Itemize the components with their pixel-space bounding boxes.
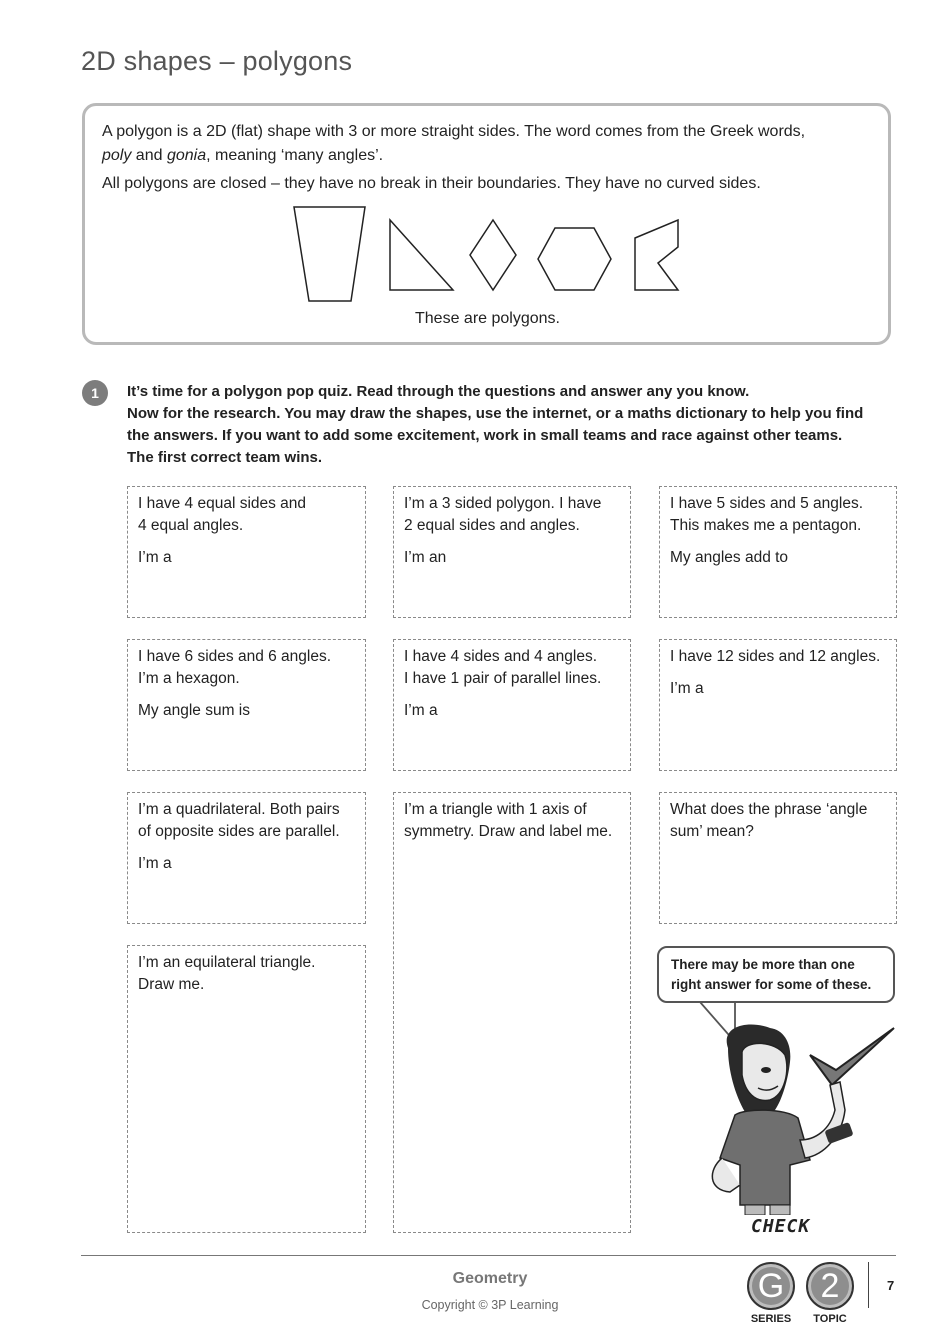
- quiz-card-hexagon[interactable]: [127, 639, 366, 771]
- speech-bubble: [657, 946, 895, 1003]
- polygons-caption: These are polygons.: [415, 310, 560, 327]
- intro-text: [102, 120, 882, 196]
- quiz-card-square[interactable]: [127, 486, 366, 618]
- quiz-card-pentagon[interactable]: [659, 486, 897, 618]
- page-title: 2D shapes – polygons: [81, 46, 353, 76]
- card-text: I’m a quadrilateral. Both pairs: [138, 801, 340, 818]
- page-number: 7: [887, 1278, 895, 1293]
- question-number-badge: 1: [82, 380, 108, 406]
- card-text: I have 4 equal sides and: [138, 495, 307, 512]
- topic-label: TOPIC: [813, 1313, 847, 1325]
- card-text: 2 equal sides and angles.: [404, 517, 580, 534]
- polygon-examples: [280, 200, 700, 310]
- card-text: sum’ mean?: [670, 823, 754, 840]
- card-text: symmetry. Draw and label me.: [404, 823, 613, 840]
- check-label: CHECK: [751, 1216, 811, 1237]
- instruction-line: The first correct team wins.: [127, 449, 323, 466]
- card-text: I have 5 sides and 5 angles.: [670, 495, 864, 512]
- question-instructions: [127, 381, 907, 469]
- hexagon-shape: [538, 228, 611, 290]
- card-answer-prompt: I’m a: [138, 855, 172, 872]
- intro-line-2: [102, 144, 882, 168]
- instruction-line: Now for the research. You may draw the shapes, use the internet, or a maths dictionary to help you find: [127, 405, 864, 422]
- card-answer-prompt: I’m a: [670, 680, 704, 697]
- card-text: I have 1 pair of parallel lines.: [404, 670, 602, 687]
- series-label: SERIES: [750, 1313, 792, 1325]
- quiz-card-dodecagon[interactable]: [659, 639, 897, 771]
- speech-line: right answer for some of these.: [671, 977, 872, 992]
- quiz-card-isosceles[interactable]: [393, 486, 631, 618]
- right-triangle-shape: [390, 220, 453, 290]
- series-badge: G: [747, 1262, 795, 1310]
- card-text: 4 equal angles.: [138, 517, 244, 534]
- card-text: of opposite sides are parallel.: [138, 823, 340, 840]
- greek-word-gonia: gonia: [166, 147, 207, 164]
- footer-divider: [81, 1255, 896, 1256]
- footer-subject: Geometry: [452, 1270, 528, 1287]
- check-mark-icon: [810, 1028, 894, 1085]
- footer-copyright: Copyright © 3P Learning: [421, 1298, 559, 1312]
- card-answer-prompt: My angles add to: [670, 549, 789, 566]
- greek-word-poly: poly: [102, 147, 132, 164]
- instruction-line: It’s time for a polygon pop quiz. Read through the questions and answer any you know.: [127, 383, 750, 400]
- irregular-pentagon-shape: [635, 220, 678, 290]
- card-text: I’m a hexagon.: [138, 670, 240, 687]
- intro-and: and: [131, 147, 167, 164]
- card-text: Draw me.: [138, 976, 205, 993]
- card-text: I’m a triangle with 1 axis of: [404, 801, 587, 818]
- instruction-line: the answers. If you want to add some excitement, work in small teams and race against other teams.: [127, 427, 843, 444]
- card-text: I have 6 sides and 6 angles.: [138, 648, 332, 665]
- card-answer-prompt: I’m a: [404, 702, 438, 719]
- card-answer-prompt: I’m an: [404, 549, 447, 566]
- trapezium-shape: [294, 207, 365, 301]
- quiz-card-draw-symmetric-triangle[interactable]: [393, 792, 631, 1233]
- student-character-illustration: [690, 1000, 900, 1215]
- quiz-card-draw-equilateral[interactable]: [127, 945, 366, 1233]
- card-text: This makes me a pentagon.: [670, 517, 862, 534]
- intro-meaning: , meaning ‘many angles’.: [206, 147, 384, 164]
- intro-line-3: All polygons are closed – they have no break in their boundaries. They have no curved sides.: [102, 175, 761, 192]
- card-answer-prompt: I’m a: [138, 549, 172, 566]
- quiz-card-angle-sum[interactable]: [659, 792, 897, 924]
- card-text: I’m an equilateral triangle.: [138, 954, 316, 971]
- card-text: I have 12 sides and 12 angles.: [670, 648, 881, 665]
- card-text: What does the phrase ‘angle: [670, 801, 868, 818]
- topic-badge: 2: [806, 1262, 854, 1310]
- footer-vertical-divider: [868, 1262, 869, 1308]
- speech-line: There may be more than one: [671, 957, 855, 972]
- card-answer-prompt: My angle sum is: [138, 702, 250, 719]
- quiz-card-trapezium[interactable]: [393, 639, 631, 771]
- quiz-card-parallelogram[interactable]: [127, 792, 366, 924]
- rhombus-shape: [470, 220, 516, 290]
- card-text: I’m a 3 sided polygon. I have: [404, 495, 602, 512]
- intro-line-1: A polygon is a 2D (flat) shape with 3 or more straight sides. The word comes from the Greek words,: [102, 123, 806, 140]
- card-text: I have 4 sides and 4 angles.: [404, 648, 598, 665]
